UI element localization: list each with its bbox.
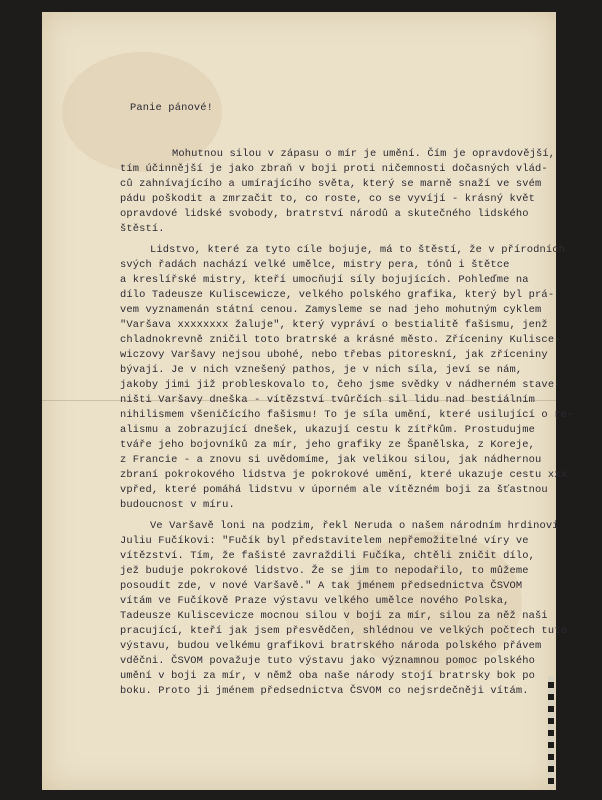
text-line: jež buduje pokrokové lidstvo. Že se jim to nepodařilo, to můžeme [120, 565, 529, 577]
text-line: vítám ve Fučíkově Praze výstavu velkého umělce nového Polska, [120, 595, 510, 607]
text-line: wiczovy Varšavy nejsou ubohé, nebo třebas pitoreskní, jak zříceniny [120, 349, 548, 361]
text-line: Juliu Fučíkovi: "Fučík byl představitelem nepřemožitelné víry ve [120, 535, 529, 547]
text-line: "Varšava xxxxxxxx žaluje", který vypráví o bestialitě fašismu, jenž [120, 319, 548, 331]
text-line: ništi Varšavy dneška - vítězství tvůrčích sil lidu nad bestiálním [120, 394, 536, 406]
text-line: a kreslířské mistry, kteří umocňují síly bojujících. Pohleďme na [120, 274, 529, 286]
text-line: opravdové lidské svobody, bratrství národů a skutečného lidského [120, 208, 529, 220]
text-line: pracující, kteří jak jsem přesvědčen, shlédnou ve velkých počtech tuto [120, 625, 567, 637]
text-line: tváře jeho bojovníků za mír, jeho grafiky ze Španělska, z Koreje, [120, 439, 536, 451]
text-line: Tadeusze Kuliscevicze mocnou silou v boji za mír, silou za něž naši [120, 610, 548, 622]
text-line: tím účinnější je jako zbraň v boji proti ničemnosti dočasných vlád- [120, 163, 548, 175]
text-line: pádu poškodit a zmrzačit to, co roste, co se vyvíjí - krásný květ [120, 193, 536, 205]
paper-sheet [42, 12, 574, 790]
scale-ruler [548, 676, 554, 786]
text-line: vítězství. Tím, že fašisté zavraždili Fučíka, chtěli zničit dílo, [120, 550, 536, 562]
text-line: dílo Tadeusze Kuliscewicze, velkého polského grafika, který byl prá- [120, 289, 555, 301]
text-line: nihilismem všeničícího fašismu! To je síla umění, které usilující o re- [120, 409, 574, 421]
text-line: Mohutnou silou v zápasu o mír je umění. Čím je opravdovější, [172, 148, 556, 160]
text-line: vděčni. ČSVOM považuje tuto výstavu jako významnou pomoc polského [120, 655, 536, 667]
text-line: Lidstvo, které za tyto cíle bojuje, má to štěstí, že v přírodních [150, 244, 566, 256]
text-line: jakoby jimi již probleskovalo to, čeho jsme svědky v nádherném stave- [120, 379, 561, 391]
text-line: ců zahnívajícího a umírajícího světa, který se marně snaží ve svém [120, 178, 542, 190]
text-line: výstavu, budou velkému grafikovi bratrského národa polského přávem [120, 640, 542, 652]
text-line: chladnokrevně zničil toto bratrské a krásné město. Zříceniny Kulisce- [120, 334, 561, 346]
text-line: bývají. Je v nich vznešený pathos, je v nich síla, jeví se nám, [120, 364, 523, 376]
text-line: Ve Varšavě loni na podzim, řekl Neruda o našem národním hrdinovi [150, 520, 559, 532]
text-line: zbraní pokrokového lidstva je pokrokové umění, které ukazuje cestu xxx [120, 469, 567, 481]
salutation: Panie pánové! [130, 102, 214, 114]
text-line: alismu a zobrazující dnešek, ukazují cestu k zítřkům. Prostudujme [120, 424, 536, 436]
text-line: vem vyznamenán státní cenou. Zamysleme se nad jeho mohutným cyklem [120, 304, 542, 316]
text-line: štěstí. [120, 223, 165, 235]
text-line: umění v boji za mír, v němž oba naše národy stojí bratrsky bok po [120, 670, 536, 682]
text-line: z Francie - a znovu si uvědomíme, jak velikou silou, jak nádhernou [120, 454, 542, 466]
text-line: boku. Proto ji jménem předsednictva ČSVOM co nejsrdečněji vítám. [120, 685, 529, 697]
text-line: budoucnost v míru. [120, 499, 235, 511]
text-line: svých řadách nachází velké umělce, mistry pera, tónů i štětce [120, 259, 510, 271]
text-line: vpřed, které pomáhá lidstvu v úporném ale vítězném boji za šťastnou [120, 484, 548, 496]
text-line: posoudit zde, v nové Varšavě." A tak jménem předsednictva ČSVOM [120, 580, 523, 592]
